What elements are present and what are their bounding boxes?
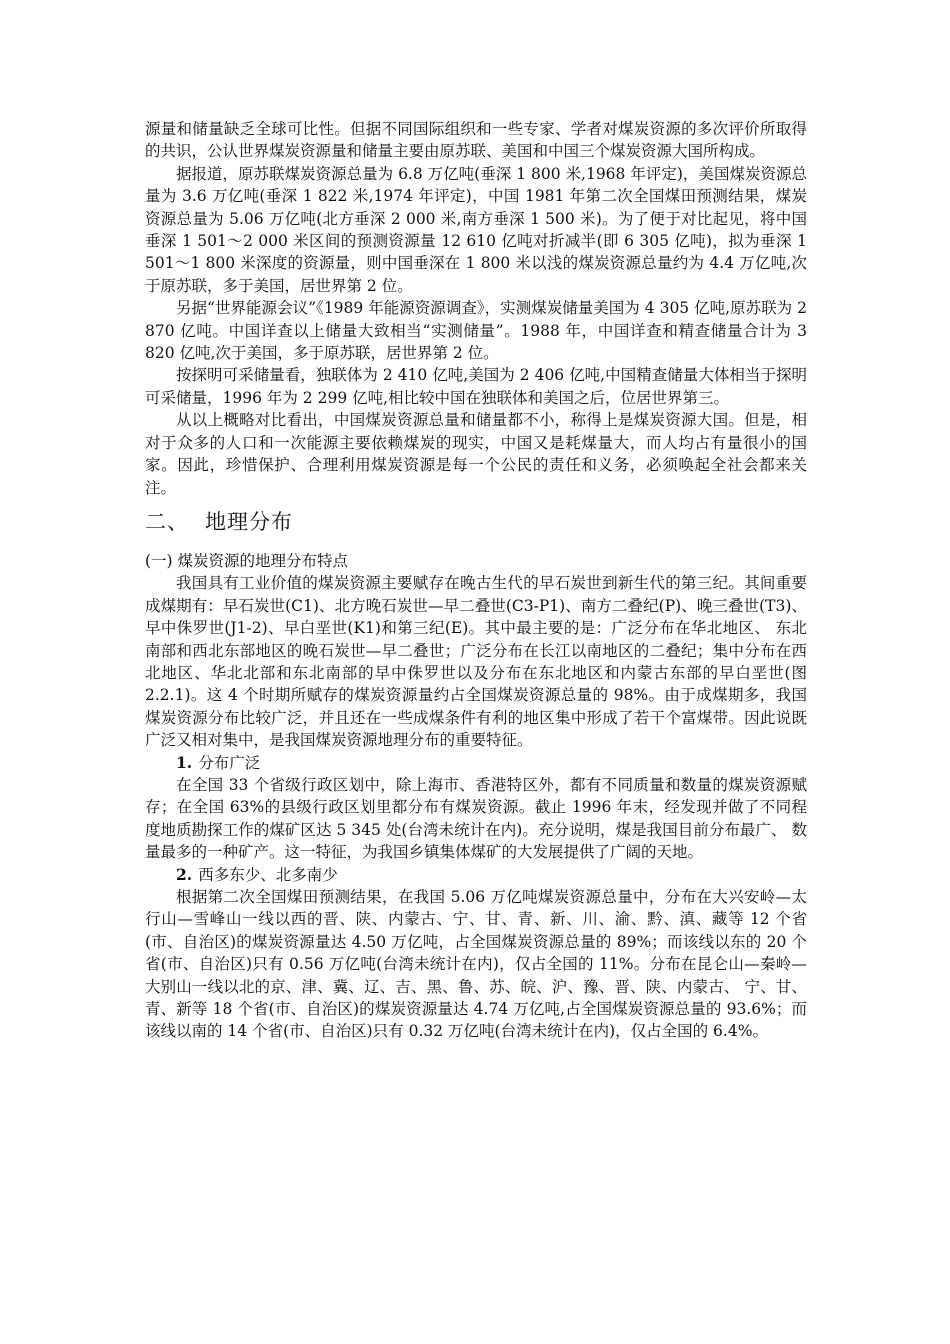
- paragraph-recoverable-reserves: 按探明可采储量看，独联体为 2 410 亿吨,美国为 2 406 亿吨,中国精查储量大体相当于探明可采储量，1996 年为 2 299 亿吨,相比较中国在独联体和美国之后，位居世界第三。: [145, 366, 807, 407]
- paragraph-conclusion: 从以上概略对比看出，中国煤炭资源总量和储量都不小，称得上是煤炭资源大国。但是，相对于众多的人口和一次能源主要依赖煤炭的现实，中国又是耗煤量大，而人均占有量很小的国家。因此，珍惜保护、合理利用煤炭资源是每一个公民的责任和义务，必须唤起全社会都来关注。: [145, 411, 807, 497]
- section-title: 地理分布: [205, 509, 293, 534]
- paragraph-item-2: 根据第二次全国煤田预测结果，在我国 5.06 万亿吨煤炭资源总量中，分布在大兴安岭—太行山—雪峰山一线以西的晋、陕、内蒙古、宁、甘、青、新、川、渝、黔、滇、藏等 12 个省(市、自治区)的煤炭资源量达 4.50 万亿吨，占全国煤炭资源总量的 89%；而该线以东的 20 个省(市、自治区)只有 0.56 万亿吨(台湾未统计在内)，仅占全国的 11%。分布在昆仑山—秦岭—大别山一线以北的京、津、冀、辽、吉、黑、鲁、苏、皖、沪、豫、晋、陕、内蒙古、 宁、甘、青、新等 18 个省(市、自治区)的煤炭资源量达 4.74 万亿吨,占全国煤炭资源总量的 93.6%；而该线以南的 14 个省(市、自治区)只有 0.32 万亿吨(台湾未统计在内)，仅占全国的 6.4%。: [145, 888, 807, 1041]
- item-heading-2: [145, 864, 807, 886]
- document-page: [145, 118, 807, 1043]
- paragraph-measured-reserves: 另据“世界能源会议”《1989 年能源资源调查》，实测煤炭储量美国为 4 305 亿吨,原苏联为 2 870 亿吨。中国详查以上储量大致相当“实测储量”。1988 年，中国详查和精查储量合计为 3 820 亿吨,次于美国，多于原苏联，居世界第 2 位。: [145, 299, 807, 363]
- subsection-heading: (一) 煤炭资源的地理分布特点: [145, 551, 349, 570]
- paragraph-resource-totals: 据报道，原苏联煤炭资源总量为 6.8 万亿吨(垂深 1 800 米,1968 年评定)，美国煤炭资源总量为 3.6 万亿吨(垂深 1 822 米,1974 年评定)，中国 1981 年第二次全国煤田预测结果，煤炭资源总量为 5.06 万亿吨(北方垂深 2 000 米,南方垂深 1 500 米)。为了便于对比起见，将中国垂深 1 501～2 000 米区间的预测资源量 12 610 亿吨对折减半(即 6 305 亿吨)，拟为垂深 1 501～1 800 米深度的资源量，则中国垂深在 1 800 米以浅的煤炭资源总量约为 4.4 万亿吨,次于原苏联，多于美国，居世界第 2 位。: [145, 164, 807, 295]
- item-number: 1.: [176, 752, 193, 772]
- paragraph-subsection-intro: 我国具有工业价值的煤炭资源主要赋存在晚古生代的早石炭世到新生代的第三纪。其间重要成煤期有：早石炭世(C1)、北方晚石炭世—早二叠世(C3-P1)、南方二叠纪(P)、晚三叠世(T3)、早中侏罗世(J1-2)、早白垩世(K1)和第三纪(E)。其中最主要的是：广泛分布在华北地区、 东北南部和西北东部地区的晚石炭世—早二叠世；广泛分布在长江以南地区的二叠纪；集中分布在西北地区、华北北部和东北南部的早中侏罗世以及分布在东北地区和内蒙古东部的早白垩世(图 2.2.1)。这 4 个时期所赋存的煤炭资源量约占全国煤炭资源总量的 98%。由于成煤期多，我国煤炭资源分布比较广泛，并且还在一些成煤条件有利的地区集中形成了若干个富煤带。因此说既广泛又相对集中，是我国煤炭资源地理分布的重要特征。: [145, 574, 807, 750]
- section-heading: [145, 508, 807, 536]
- paragraph-item-1: 在全国 33 个省级行政区划中，除上海市、香港特区外，都有不同质量和数量的煤炭资源赋存；在全国 63%的县级行政区划里都分布有煤炭资源。截止 1996 年末，经发现并做了不同程度地质勘探工作的煤矿区达 5 345 处(台湾未统计在内)。充分说明，煤是我国目前分布最广、 数量最多的一种矿产。这一特征，为我国乡镇集体煤矿的大发展提供了广阔的天地。: [145, 775, 807, 862]
- paragraph-continuation: 源量和储量缺乏全球可比性。但据不同国际组织和一些专家、学者对煤炭资源的多次评价所取得的共识，公认世界煤炭资源量和储量主要由原苏联、美国和中国三个煤炭资源大国所构成。: [145, 120, 807, 161]
- item-title: 西多东少、北多南少: [198, 865, 338, 884]
- item-heading-1: [145, 752, 807, 774]
- item-number: 2.: [176, 864, 193, 884]
- section-number: 二、: [145, 509, 189, 534]
- item-title: 分布广泛: [198, 753, 261, 772]
